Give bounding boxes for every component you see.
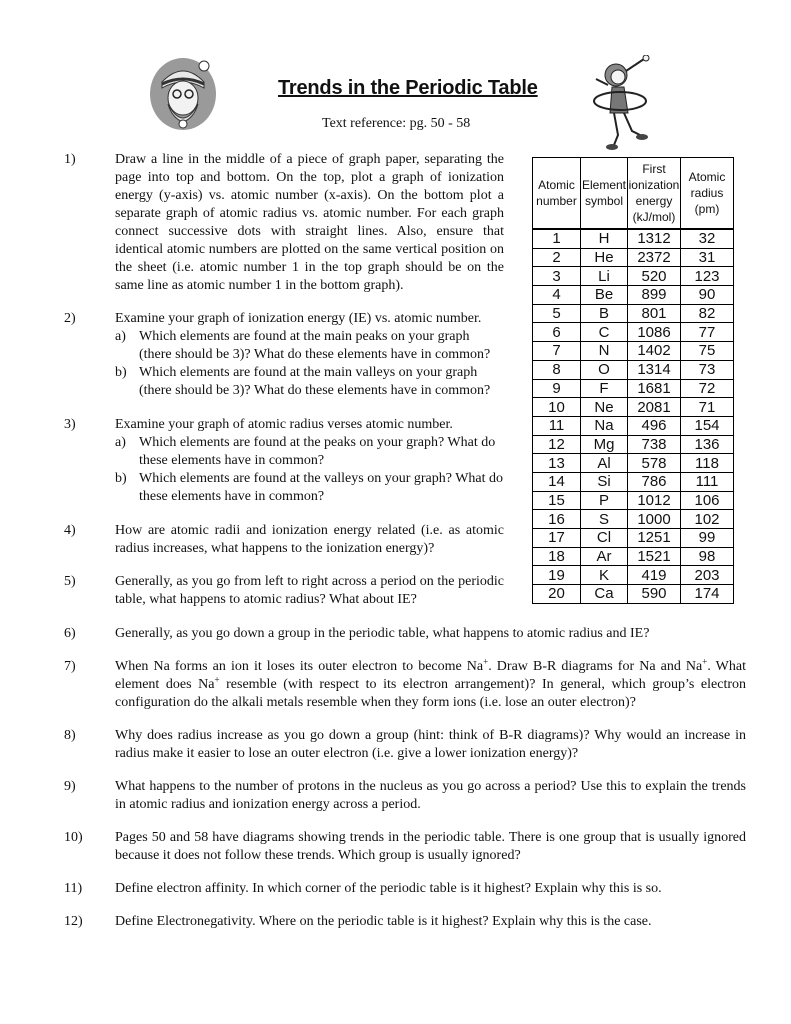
cell-ionization-energy: 1086 [628, 323, 681, 342]
cell-element-symbol: Na [581, 416, 628, 435]
cell-ionization-energy: 419 [628, 566, 681, 585]
question-10 [64, 829, 746, 865]
q7-part-2: . Draw B-R diagrams for Na and Na [488, 659, 703, 674]
subquestion-label: b) [115, 365, 127, 380]
question-number: 2) [64, 311, 76, 326]
cell-element-symbol: Ca [581, 585, 628, 604]
cell-ionization-energy: 1402 [628, 342, 681, 361]
table-row [533, 566, 734, 585]
cell-ionization-energy: 786 [628, 472, 681, 491]
table-row [533, 286, 734, 305]
cell-atomic-number: 19 [533, 566, 581, 585]
subquestion-b [115, 470, 504, 506]
question-text [115, 658, 746, 712]
cell-atomic-number: 8 [533, 360, 581, 379]
q7-part-1: When Na forms an ion it loses its outer electron to become Na [115, 659, 484, 674]
cell-element-symbol: O [581, 360, 628, 379]
page-title: Trends in the Periodic Table [278, 77, 538, 99]
table-row [533, 379, 734, 398]
question-9 [64, 778, 746, 814]
cell-element-symbol: N [581, 342, 628, 361]
cell-ionization-energy: 520 [628, 267, 681, 286]
cell-atomic-number: 4 [533, 286, 581, 305]
subquestion-label: a) [115, 435, 126, 450]
question-number: 3) [64, 417, 76, 432]
scientist-clipart [148, 52, 218, 132]
cell-atomic-number: 5 [533, 304, 581, 323]
subquestion-a [115, 434, 504, 470]
table-row [533, 360, 734, 379]
header-atomic-radius: Atomic radius (pm) [681, 158, 734, 230]
cell-ionization-energy: 801 [628, 304, 681, 323]
cell-atomic-radius: 73 [681, 360, 734, 379]
question-number: 5) [64, 574, 76, 589]
question-5 [64, 573, 504, 609]
question-2 [64, 310, 504, 400]
table-row [533, 472, 734, 491]
question-12 [64, 913, 764, 931]
plus-charge: + [702, 656, 708, 667]
cell-atomic-radius: 75 [681, 342, 734, 361]
cell-ionization-energy: 899 [628, 286, 681, 305]
cell-atomic-radius: 31 [681, 248, 734, 267]
cell-element-symbol: S [581, 510, 628, 529]
cell-atomic-number: 14 [533, 472, 581, 491]
cell-atomic-radius: 99 [681, 529, 734, 548]
question-text: Generally, as you go down a group in the periodic table, what happens to atomic radius and IE? [115, 626, 650, 641]
text-reference: Text reference: pg. 50 - 58 [322, 116, 471, 131]
cell-ionization-energy: 1314 [628, 360, 681, 379]
cell-element-symbol: H [581, 229, 628, 248]
question-text: Draw a line in the middle of a piece of graph paper, separating the page into top and bottom. On the top, plot a graph of ionization energy (y-axis) vs. atomic number (x-axis). On the bottom plot a separate graph of atomic radius vs. atomic number. For each graph connect successive dots with straight lines. Also, ensure that identical atomic numbers are plotted on the same vertical position on the sheet (i.e. atomic number 1 in the top graph should be on the same line as atomic number 1 in the bottom graph). [115, 152, 504, 293]
cell-atomic-radius: 77 [681, 323, 734, 342]
question-number: 6) [64, 626, 76, 641]
cell-atomic-number: 20 [533, 585, 581, 604]
cell-atomic-radius: 82 [681, 304, 734, 323]
question-number: 12) [64, 914, 83, 929]
cell-ionization-energy: 1521 [628, 547, 681, 566]
cell-atomic-number: 15 [533, 491, 581, 510]
q7-part-4: resemble (with respect to its electron arrangement)? In general, which group’s electron configuration do the alkali metals resemble when they form ions (i.e. lose an outer electron)? [115, 677, 746, 710]
subquestion-text: Which elements are found at the main peaks on your graph (there should be 3)? What do these elements have in common? [139, 329, 491, 362]
table-row [533, 323, 734, 342]
cell-ionization-energy: 2081 [628, 398, 681, 417]
header-element-symbol: Element symbol [581, 158, 628, 230]
question-number: 7) [64, 659, 76, 674]
table-row [533, 267, 734, 286]
cell-ionization-energy: 590 [628, 585, 681, 604]
question-number: 4) [64, 523, 76, 538]
cell-atomic-number: 13 [533, 454, 581, 473]
table-row [533, 585, 734, 604]
table-row [533, 248, 734, 267]
question-text: Define Electronegativity. Where on the periodic table is it highest? Explain why this is the case. [115, 914, 652, 929]
question-1 [64, 151, 504, 295]
question-7 [64, 658, 746, 712]
cell-atomic-number: 10 [533, 398, 581, 417]
cell-element-symbol: Mg [581, 435, 628, 454]
subquestion-text: Which elements are found at the peaks on your graph? What do these elements have in common? [139, 435, 496, 468]
question-number: 9) [64, 779, 76, 794]
cell-atomic-number: 18 [533, 547, 581, 566]
cell-element-symbol: P [581, 491, 628, 510]
table-row [533, 529, 734, 548]
question-text: How are atomic radii and ionization energy related (i.e. as atomic radius increases, what happens to the ionization energy)? [115, 523, 504, 556]
plus-charge: + [214, 674, 220, 685]
cell-atomic-radius: 98 [681, 547, 734, 566]
cell-atomic-number: 11 [533, 416, 581, 435]
cell-element-symbol: C [581, 323, 628, 342]
header-ionization-energy: First ionization energy (kJ/mol) [628, 158, 681, 230]
cell-element-symbol: Li [581, 267, 628, 286]
cell-ionization-energy: 1681 [628, 379, 681, 398]
question-text: What happens to the number of protons in the nucleus as you go across a period? Use this to explain the trends in atomic radius and ionization energy across a period. [115, 779, 746, 812]
cell-element-symbol: Si [581, 472, 628, 491]
cell-element-symbol: Al [581, 454, 628, 473]
cell-element-symbol: Cl [581, 529, 628, 548]
cell-atomic-number: 12 [533, 435, 581, 454]
cell-atomic-radius: 102 [681, 510, 734, 529]
cell-atomic-number: 16 [533, 510, 581, 529]
table-row [533, 491, 734, 510]
hula-hoop-girl-clipart [588, 55, 663, 153]
cell-element-symbol: F [581, 379, 628, 398]
cell-atomic-number: 2 [533, 248, 581, 267]
element-data-table [532, 157, 734, 604]
plus-charge: + [483, 656, 489, 667]
cell-atomic-radius: 154 [681, 416, 734, 435]
question-number: 11) [64, 881, 83, 896]
cell-element-symbol: Ne [581, 398, 628, 417]
subquestion-text: Which elements are found at the main valleys on your graph (there should be 3)? What do these elements have in common? [139, 365, 491, 398]
cell-element-symbol: He [581, 248, 628, 267]
q7-part-3: . What element does Na [115, 659, 746, 692]
question-4 [64, 522, 504, 558]
question-6 [64, 625, 764, 643]
cell-atomic-radius: 136 [681, 435, 734, 454]
cell-atomic-radius: 106 [681, 491, 734, 510]
table-row [533, 454, 734, 473]
cell-ionization-energy: 1000 [628, 510, 681, 529]
subquestion-label: b) [115, 471, 127, 486]
subquestion-text: Which elements are found at the valleys on your graph? What do these elements have in common? [139, 471, 504, 504]
cell-atomic-radius: 111 [681, 472, 734, 491]
cell-atomic-number: 1 [533, 229, 581, 248]
cell-atomic-radius: 174 [681, 585, 734, 604]
question-3 [64, 416, 504, 506]
cell-element-symbol: Be [581, 286, 628, 305]
cell-element-symbol: B [581, 304, 628, 323]
cell-ionization-energy: 1312 [628, 229, 681, 248]
cell-ionization-energy: 578 [628, 454, 681, 473]
table-row [533, 416, 734, 435]
table-row [533, 510, 734, 529]
question-text: Why does radius increase as you go down a group (hint: think of B-R diagrams)? Why would an increase in radius make it easier to lose an outer electron (i.e. give a lower ionization energy)? [115, 728, 746, 761]
question-number: 10) [64, 830, 83, 845]
subquestion-a [115, 328, 504, 364]
cell-atomic-radius: 72 [681, 379, 734, 398]
cell-atomic-number: 17 [533, 529, 581, 548]
cell-element-symbol: K [581, 566, 628, 585]
question-8 [64, 727, 746, 763]
cell-ionization-energy: 1251 [628, 529, 681, 548]
table-row [533, 304, 734, 323]
table-header-row [533, 158, 734, 230]
cell-ionization-energy: 2372 [628, 248, 681, 267]
subquestion-b [115, 364, 504, 400]
cell-atomic-radius: 123 [681, 267, 734, 286]
cell-ionization-energy: 496 [628, 416, 681, 435]
cell-atomic-radius: 90 [681, 286, 734, 305]
cell-atomic-radius: 203 [681, 566, 734, 585]
question-text: Generally, as you go from left to right across a period on the periodic table, what happens to atomic radius? What about IE? [115, 574, 504, 607]
table-row [533, 229, 734, 248]
cell-atomic-radius: 118 [681, 454, 734, 473]
cell-atomic-number: 6 [533, 323, 581, 342]
cell-atomic-radius: 32 [681, 229, 734, 248]
question-text: Define electron affinity. In which corner of the periodic table is it highest? Explain why this is so. [115, 881, 662, 896]
question-text: Examine your graph of atomic radius verses atomic number. [115, 417, 453, 432]
table-row [533, 435, 734, 454]
cell-element-symbol: Ar [581, 547, 628, 566]
cell-atomic-number: 9 [533, 379, 581, 398]
question-number: 1) [64, 152, 76, 167]
cell-atomic-number: 3 [533, 267, 581, 286]
cell-atomic-radius: 71 [681, 398, 734, 417]
cell-ionization-energy: 738 [628, 435, 681, 454]
cell-ionization-energy: 1012 [628, 491, 681, 510]
table-row [533, 398, 734, 417]
header-atomic-number: Atomic number [533, 158, 581, 230]
question-11 [64, 880, 764, 898]
table-row [533, 342, 734, 361]
cell-atomic-number: 7 [533, 342, 581, 361]
table-row [533, 547, 734, 566]
question-text: Pages 50 and 58 have diagrams showing trends in the periodic table. There is one group that is usually ignored because it does not follow these trends. Which group is usually ignored? [115, 830, 746, 863]
subquestion-label: a) [115, 329, 126, 344]
question-number: 8) [64, 728, 76, 743]
question-text: Examine your graph of ionization energy (IE) vs. atomic number. [115, 311, 482, 326]
